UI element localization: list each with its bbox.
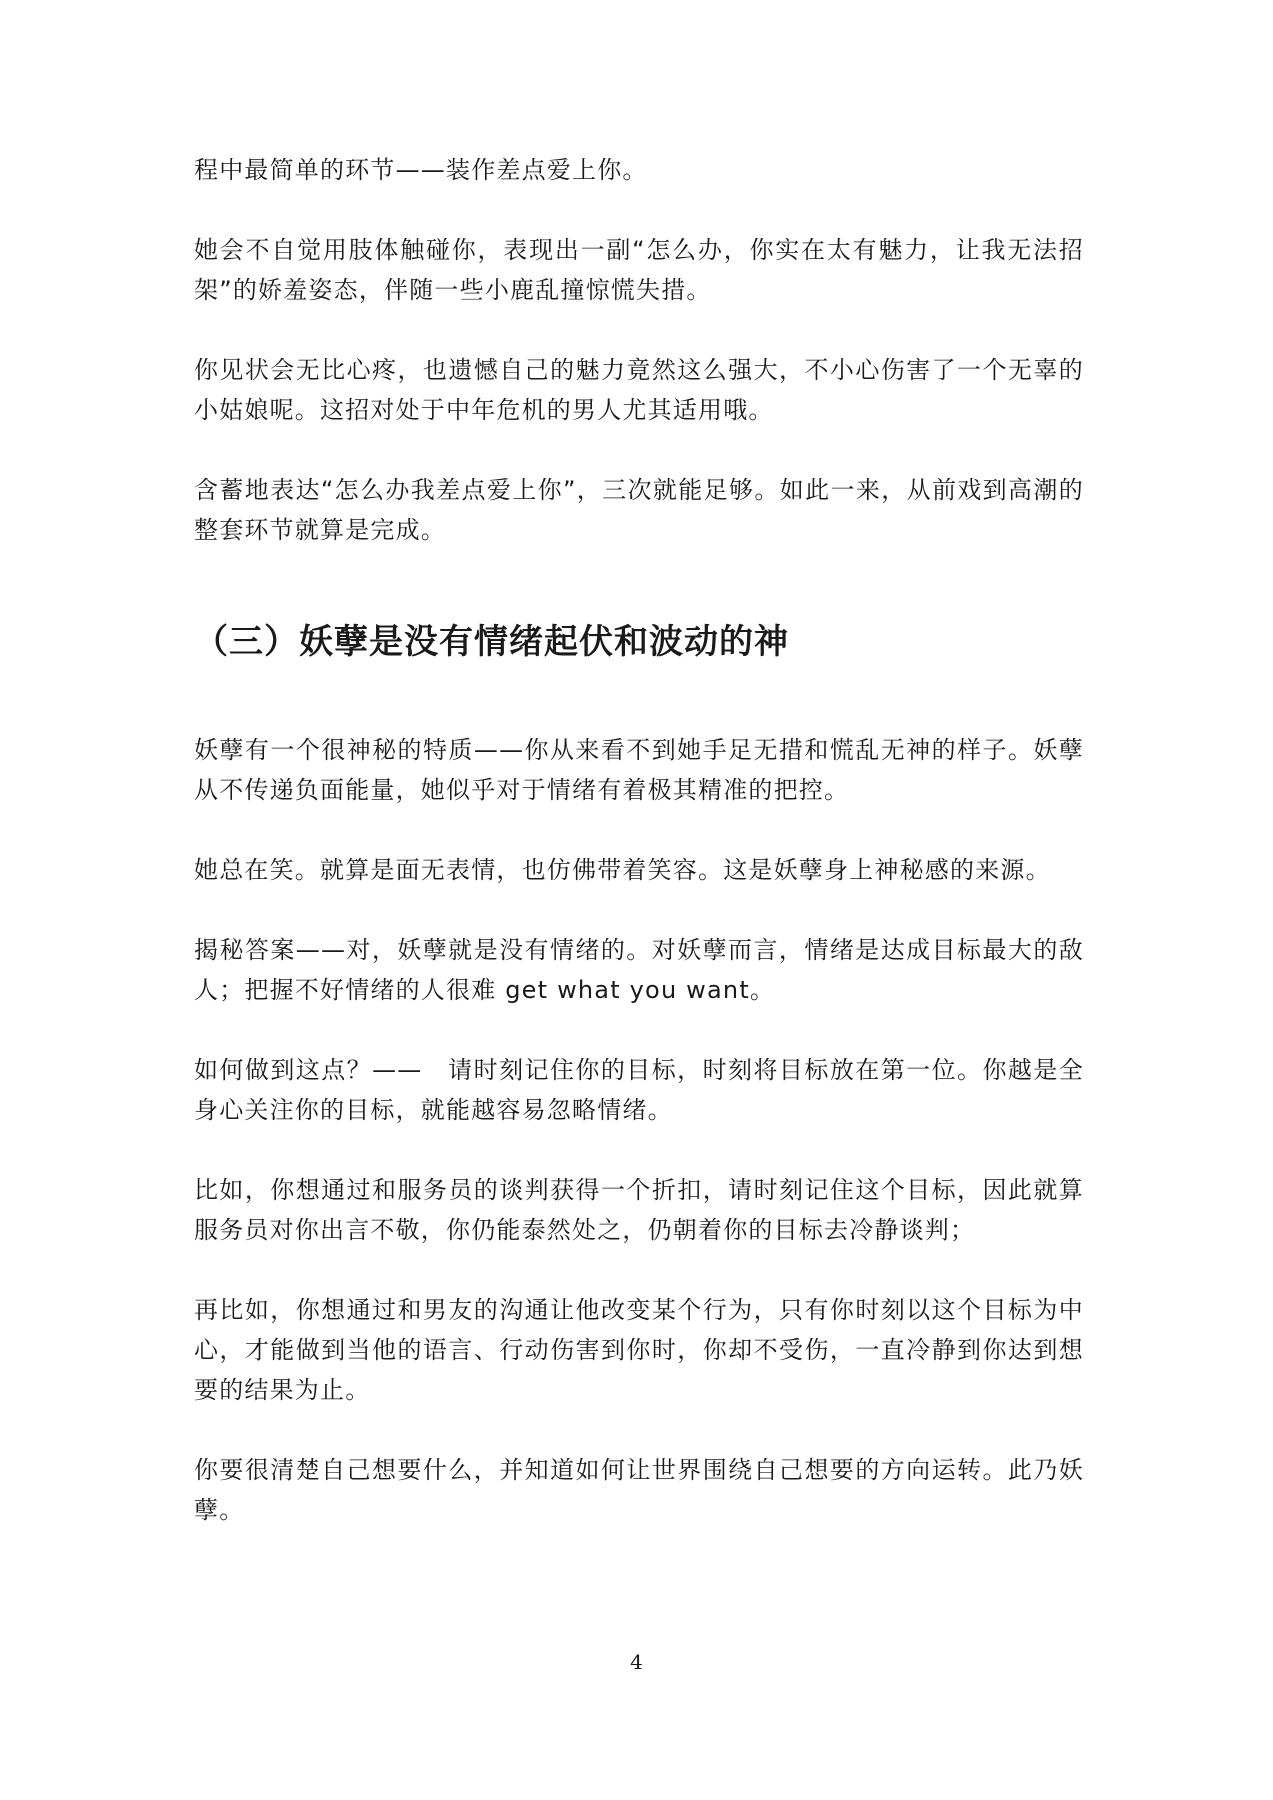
section-heading: （三）妖孽是没有情绪起伏和波动的神: [194, 622, 789, 662]
paragraph-answer: 揭秘答案——对，妖孽就是没有情绪的。对妖孽而言，情绪是达成目标最大的敌人；把握不好情绪的人很难 get what you want。: [194, 936, 1084, 1004]
paragraph-conclusion: 你要很清楚自己想要什么，并知道如何让世界围绕自己想要的方向运转。此乃妖孽。: [194, 1456, 1084, 1524]
page-content: [194, 150, 1084, 1570]
paragraph-example-boyfriend: 再比如，你想通过和男友的沟通让他改变某个行为，只有你时刻以这个目标为中心，才能做到当他的语言、行动伤害到你时，你却不受伤，一直冷静到你达到想要的结果为止。: [194, 1296, 1084, 1404]
paragraph-example-waiter: 比如，你想通过和服务员的谈判获得一个折扣，请时刻记住这个目标，因此就算服务员对你出言不敬，你仍能泰然处之，仍朝着你的目标去冷静谈判；: [194, 1176, 1084, 1244]
page-number: 4: [630, 1650, 643, 1674]
paragraph-mysterious-trait: 妖孽有一个很神秘的特质——你从来看不到她手足无措和慌乱无神的样子。妖孽从不传递负面能量，她似乎对于情绪有着极其精准的把控。: [194, 736, 1084, 804]
paragraph-smile: 她总在笑。就算是面无表情，也仿佛带着笑容。这是妖孽身上神秘感的来源。: [194, 856, 1051, 884]
paragraph-pity: 你见状会无比心疼，也遗憾自己的魅力竟然这么强大，不小心伤害了一个无辜的小姑娘呢。这招对处于中年危机的男人尤其适用哦。: [194, 356, 1084, 424]
paragraph-touch: 她会不自觉用肢体触碰你，表现出一副“怎么办，你实在太有魅力，让我无法招架”的娇羞姿态，伴随一些小鹿乱撞惊慌失措。: [194, 236, 1084, 304]
paragraph-intro: 程中最简单的环节——装作差点爱上你。: [194, 156, 648, 184]
paragraph-express: 含蓄地表达“怎么办我差点爱上你”，三次就能足够。如此一来，从前戏到高潮的整套环节就算是完成。: [194, 476, 1084, 544]
paragraph-how: 如何做到这点？—— 请时刻记住你的目标，时刻将目标放在第一位。你越是全身心关注你的目标，就能越容易忽略情绪。: [194, 1056, 1084, 1124]
